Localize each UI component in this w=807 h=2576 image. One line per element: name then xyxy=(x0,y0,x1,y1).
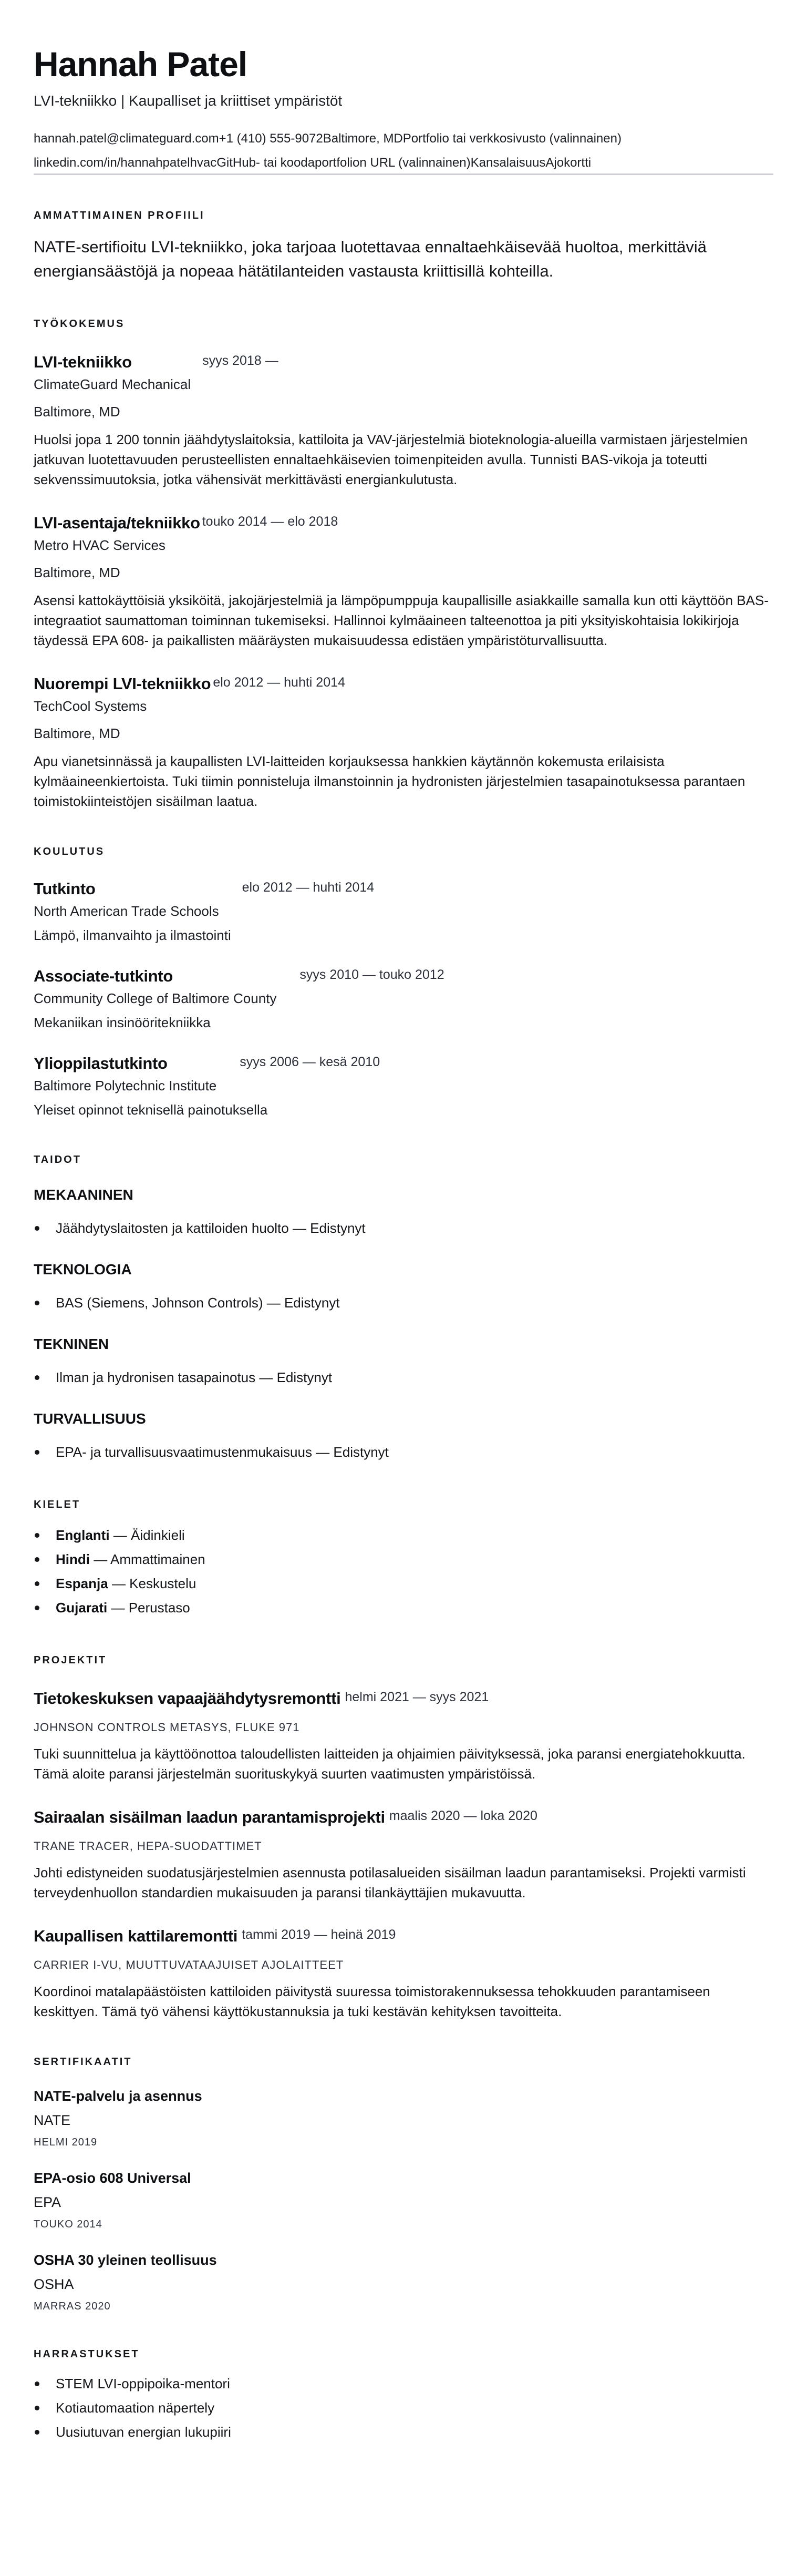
resume-header xyxy=(34,43,773,175)
language-name: Englanti xyxy=(56,1527,110,1543)
portfolio-link[interactable]: Portfolio tai verkkosivusto (valinnainen) xyxy=(402,131,622,146)
degree-title: Associate-tutkinto xyxy=(34,967,173,985)
language-separator: — xyxy=(109,1527,131,1543)
languages-section xyxy=(34,1498,773,1620)
skill-item: Ilman ja hydronisen tasapainotus — Edistynyt xyxy=(34,1365,773,1389)
job-description: Huolsi jopa 1 200 tonnin jäähdytyslaitoksia, kattiloita ja VAV-järjestelmiä bioteknologia-alueilla varmistaen järjestelmien jatkuvan luotettavuuden perusteellisten ennaltaehkäisevien toimenpiteiden avulla. Tunnisti BAS-vikoja ja toteutti sekvenssimuutoksia, jotka vähensivät merkittävästi energiankulutusta. xyxy=(34,432,748,487)
job-location: Baltimore, MD xyxy=(34,404,120,420)
education-item xyxy=(34,1053,773,1119)
section-title-languages: KIELET xyxy=(34,1499,81,1510)
project-description: Tuki suunnittelua ja käyttöönottoa taloudellisten laitteiden ja ohjaimien päivityksessä, joka paransi energiatehokkuutta. Tämä aloite paransi järjestelmän suorituskykyä suurten vaatimusten ympäristöissä. xyxy=(34,1746,746,1782)
language-level: Äidinkieli xyxy=(131,1527,185,1543)
certification-name: OSHA 30 yleinen teollisuus xyxy=(34,2252,217,2268)
field-of-study: Mekaniikan insinööritekniikka xyxy=(34,1015,211,1030)
experience-item xyxy=(34,513,773,650)
project-name: Sairaalan sisäilman laadun parantamisprojekti xyxy=(34,1808,385,1826)
skill-group xyxy=(34,1335,773,1389)
section-title-projects: PROJEKTIT xyxy=(34,1654,107,1666)
certification-date: MARRAS 2020 xyxy=(34,2301,111,2312)
company-name: ClimateGuard Mechanical xyxy=(34,376,191,392)
certification-name: EPA-osio 608 Universal xyxy=(34,2170,191,2186)
project-dates: maalis 2020 — loka 2020 xyxy=(389,1808,537,1823)
language-list xyxy=(34,1523,773,1620)
skill-list xyxy=(34,1216,773,1240)
project-tech: JOHNSON CONTROLS METASYS, FLUKE 971 xyxy=(34,1721,300,1734)
profile-section xyxy=(34,209,773,283)
language-level: Ammattimainen xyxy=(110,1551,205,1567)
school-name: Community College of Baltimore County xyxy=(34,990,277,1006)
project-item xyxy=(34,1807,773,1903)
section-title-skills: TAIDOT xyxy=(34,1154,81,1166)
experience-item-header xyxy=(34,673,773,715)
education-dates: syys 2006 — kesä 2010 xyxy=(240,1055,380,1069)
skill-category: MEKAANINEN xyxy=(34,1187,133,1203)
job-dates: elo 2012 — huhti 2014 xyxy=(213,675,345,690)
job-dates: touko 2014 — elo 2018 xyxy=(202,514,338,529)
company-name: TechCool Systems xyxy=(34,698,147,714)
certification-date: HELMI 2019 xyxy=(34,2137,98,2148)
experience-item-header xyxy=(34,352,773,394)
job-title: Nuorempi LVI-tekniikko xyxy=(34,674,211,693)
candidate-name: Hannah Patel xyxy=(34,45,247,84)
github-link[interactable]: GitHub- tai koodaportfolion URL (valinnainen) xyxy=(216,156,471,170)
project-name: Kaupallisen kattilaremontti xyxy=(34,1927,238,1945)
language-name: Espanja xyxy=(56,1576,108,1591)
project-item xyxy=(34,1926,773,2021)
language-item xyxy=(34,1547,773,1571)
certification-date: TOUKO 2014 xyxy=(34,2219,102,2230)
project-dates: tammi 2019 — heinä 2019 xyxy=(242,1927,396,1942)
certification-name: NATE-palvelu ja asennus xyxy=(34,2088,202,2104)
certification-issuer: OSHA xyxy=(34,2276,74,2292)
skill-item: EPA- ja turvallisuusvaatimustenmukaisuus — Edistynyt xyxy=(34,1440,773,1464)
profile-summary: NATE-sertifioitu LVI-tekniikko, joka tarjoaa luotettavaa ennaltaehkäisevää huoltoa, merkittäviä energiansäästöjä ja nopeaa hätätilanteiden vastausta kriittisillä kohteilla. xyxy=(34,238,707,280)
section-title-certifications: SERTIFIKAATIT xyxy=(34,2056,132,2068)
degree-title: Ylioppilastutkinto xyxy=(34,1054,168,1072)
experience-item-header xyxy=(34,513,773,555)
project-item xyxy=(34,1688,773,1784)
degree-title: Tutkinto xyxy=(34,880,96,898)
language-name: Hindi xyxy=(56,1551,90,1567)
interest-item: STEM LVI-oppipoika-mentori xyxy=(34,2371,773,2396)
education-section xyxy=(34,845,773,1119)
project-dates: helmi 2021 — syys 2021 xyxy=(345,1690,489,1704)
project-tech: TRANE TRACER, HEPA-SUODATTIMET xyxy=(34,1839,262,1853)
certification-item xyxy=(34,2251,773,2314)
skill-category: TURVALLISUUS xyxy=(34,1410,146,1427)
language-separator: — xyxy=(108,1576,130,1591)
skill-group xyxy=(34,1260,773,1315)
certifications-section xyxy=(34,2055,773,2314)
company-name: Metro HVAC Services xyxy=(34,537,165,553)
location-text: Baltimore, MD xyxy=(323,131,403,146)
language-item xyxy=(34,1571,773,1596)
job-description: Asensi kattokäyttöisiä yksiköitä, jakojärjestelmiä ja lämpöpumppuja kaupallisille asiakkaille samalla kun otti käyttöön BAS-integraatiot saumattoman toiminnan tukemiseksi. Hallinnoi kylmäaineen talteenottoa ja piti yksityiskohtaisia lokikirjoja täydessä EPA 608- ja paikallisten määräysten mukaisuudessa edistäen ympäristöturvallisuutta. xyxy=(34,592,769,648)
skill-item: Jäähdytyslaitosten ja kattiloiden huolto — Edistynyt xyxy=(34,1216,773,1240)
education-item xyxy=(34,966,773,1032)
header-divider xyxy=(34,173,773,175)
headline: LVI-tekniikko | Kaupalliset ja kriittiset ympäristöt xyxy=(34,93,343,109)
job-location: Baltimore, MD xyxy=(34,725,120,741)
interest-item: Kotiautomaation näpertely xyxy=(34,2396,773,2420)
phone-link[interactable]: +1 (410) 555-9072 xyxy=(219,131,323,146)
school-name: North American Trade Schools xyxy=(34,903,219,919)
language-item xyxy=(34,1596,773,1620)
skill-item: BAS (Siemens, Johnson Controls) — Edistynyt xyxy=(34,1291,773,1315)
project-description: Koordinoi matalapäästöisten kattiloiden päivitystä suuressa toimistorakennuksessa tehokkuuden parantamiseen keskittyen. Tämä työ vähensi käyttökustannuksia ja tuki kestävän kehityksen tavoitteita. xyxy=(34,1984,710,2019)
field-of-study: Lämpö, ilmanvaihto ja ilmastointi xyxy=(34,927,231,943)
skill-group xyxy=(34,1185,773,1240)
job-location: Baltimore, MD xyxy=(34,565,120,580)
language-name: Gujarati xyxy=(56,1600,108,1616)
certification-issuer: EPA xyxy=(34,2194,61,2210)
drivers-license-text: Ajokortti xyxy=(545,156,592,170)
school-name: Baltimore Polytechnic Institute xyxy=(34,1078,217,1093)
language-separator: — xyxy=(90,1551,111,1567)
skill-list xyxy=(34,1365,773,1389)
project-description: Johti edistyneiden suodatusjärjestelmien asennusta potilasalueiden sisäilman laadun parantamiseksi. Projekti varmisti terveydenhuollon standardien mukaisuuden ja paransi tilankäyttäjien mukavuutta. xyxy=(34,1865,746,1900)
experience-item xyxy=(34,352,773,489)
experience-section xyxy=(34,317,773,811)
job-dates: syys 2018 — xyxy=(202,353,278,368)
education-dates: syys 2010 — touko 2012 xyxy=(299,967,444,982)
skill-category: TEKNOLOGIA xyxy=(34,1261,132,1277)
job-title: LVI-tekniikko xyxy=(34,353,132,371)
language-level: Perustaso xyxy=(128,1600,190,1616)
skill-list xyxy=(34,1291,773,1315)
section-title-profile: AMMATTIMAINEN PROFIILI xyxy=(34,210,205,221)
certification-item xyxy=(34,2169,773,2232)
language-separator: — xyxy=(107,1600,129,1616)
education-dates: elo 2012 — huhti 2014 xyxy=(242,880,375,895)
skill-list xyxy=(34,1440,773,1464)
experience-item xyxy=(34,673,773,811)
job-description: Apu vianetsinnässä ja kaupallisten LVI-laitteiden korjauksessa hankkien käytännön kokemusta erilaisista kylmäaineenkiertoista. Tuki tiimin ponnisteluja ilmanstoinnin ja hydronisten järjestelmien tasapainotuksessa parantaen toimistokiinteistöjen sisäilman laatua. xyxy=(34,753,746,809)
linkedin-link[interactable]: linkedin.com/in/hannahpatelhvac xyxy=(34,156,217,170)
interest-list xyxy=(34,2371,773,2444)
field-of-study: Yleiset opinnot teknisellä painotuksella xyxy=(34,1102,268,1118)
section-title-experience: TYÖKOKEMUS xyxy=(34,318,125,330)
contact-line-2 xyxy=(34,155,773,171)
job-title: LVI-asentaja/tekniikko xyxy=(34,514,200,532)
citizenship-text: Kansalaisuus xyxy=(470,156,546,170)
interest-item: Uusiutuvan energian lukupiiri xyxy=(34,2420,773,2444)
project-tech: CARRIER I-VU, MUUTTUVATAAJUISET AJOLAITTEET xyxy=(34,1958,344,1971)
section-title-education: KOULUTUS xyxy=(34,846,105,857)
section-title-interests: HARRASTUKSET xyxy=(34,2348,140,2360)
education-item xyxy=(34,878,773,945)
contact-line-1 xyxy=(34,130,773,147)
language-item xyxy=(34,1523,773,1547)
language-level: Keskustelu xyxy=(129,1576,196,1591)
certification-issuer: NATE xyxy=(34,2112,71,2128)
skill-group xyxy=(34,1409,773,1464)
skill-category: TEKNINEN xyxy=(34,1336,109,1352)
projects-section xyxy=(34,1653,773,2021)
email-link[interactable]: hannah.patel@climateguard.com xyxy=(34,131,219,146)
skills-section xyxy=(34,1153,773,1464)
project-name: Tietokeskuksen vapaajäähdytysremontti xyxy=(34,1689,341,1708)
certification-item xyxy=(34,2087,773,2150)
interests-section xyxy=(34,2347,773,2444)
